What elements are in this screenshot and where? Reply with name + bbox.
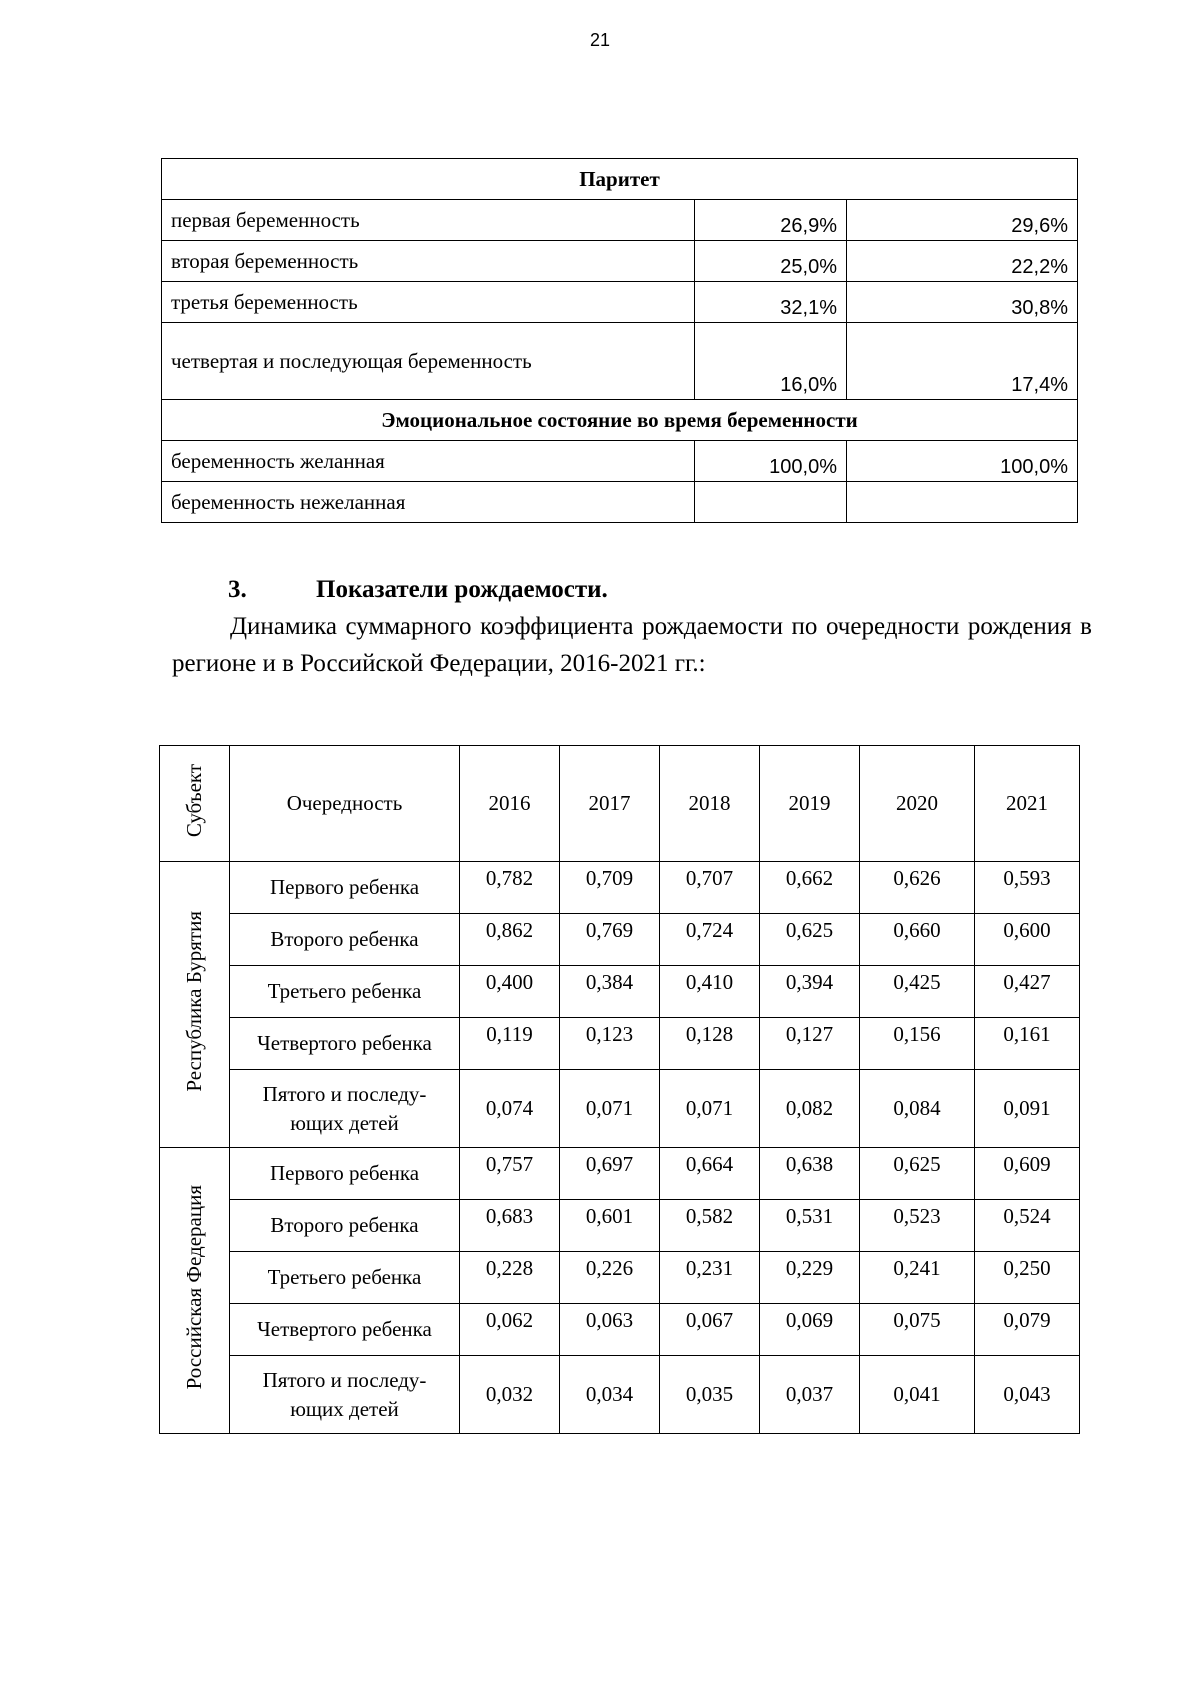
value-cell: 0,091 [975, 1070, 1080, 1148]
value-cell: 0,161 [975, 1018, 1080, 1070]
value-cell: 0,724 [660, 914, 760, 966]
row-label: третья беременность [162, 282, 695, 323]
value-cell: 0,071 [660, 1070, 760, 1148]
fertility-table [159, 745, 1080, 1434]
row-label: вторая беременность [162, 241, 695, 282]
value-cell: 0,582 [660, 1200, 760, 1252]
value-cell [695, 482, 847, 523]
table-row [162, 441, 1078, 482]
value-cell: 0,782 [460, 862, 560, 914]
value-cell: 0,123 [560, 1018, 660, 1070]
section-header: Паритет [162, 159, 1078, 200]
value-cell: 0,034 [560, 1356, 660, 1434]
value-cell: 29,6% [847, 200, 1078, 241]
row-label: беременность желанная [162, 441, 695, 482]
table-row [162, 200, 1078, 241]
value-cell: 0,074 [460, 1070, 560, 1148]
value-cell: 25,0% [695, 241, 847, 282]
value-cell: 0,035 [660, 1356, 760, 1434]
page-number: 21 [589, 30, 611, 50]
table-row [160, 1018, 1080, 1070]
year-header: 2018 [660, 746, 760, 862]
table-row [162, 241, 1078, 282]
year-header: 2019 [760, 746, 860, 862]
value-cell: 17,4% [847, 323, 1078, 400]
value-cell: 0,063 [560, 1304, 660, 1356]
order-cell: Третьего ребенка [230, 1252, 460, 1304]
row-label: первая беременность [162, 200, 695, 241]
value-cell: 0,531 [760, 1200, 860, 1252]
value-cell: 0,128 [660, 1018, 760, 1070]
value-cell: 0,229 [760, 1252, 860, 1304]
value-cell: 0,638 [760, 1148, 860, 1200]
order-cell: Четвертого ребенка [230, 1018, 460, 1070]
value-cell: 0,231 [660, 1252, 760, 1304]
table-row [162, 482, 1078, 523]
subject-header-label: Субъект [182, 763, 206, 838]
value-cell: 0,082 [760, 1070, 860, 1148]
value-cell: 0,079 [975, 1304, 1080, 1356]
value-cell: 0,662 [760, 862, 860, 914]
table-row [160, 1070, 1080, 1148]
section-heading [228, 576, 608, 604]
table-row [162, 282, 1078, 323]
value-cell: 0,523 [860, 1200, 975, 1252]
value-cell: 0,394 [760, 966, 860, 1018]
order-cell: Первого ребенка [230, 1148, 460, 1200]
table-row [160, 966, 1080, 1018]
order-cell: Третьего ребенка [230, 966, 460, 1018]
value-cell: 0,241 [860, 1252, 975, 1304]
value-cell: 0,769 [560, 914, 660, 966]
value-cell: 0,709 [560, 862, 660, 914]
subject-label: Республика Бурятия [182, 911, 206, 1092]
value-cell: 26,9% [695, 200, 847, 241]
order-cell: Пятого и последу- ющих детей [230, 1356, 460, 1434]
value-cell: 0,593 [975, 862, 1080, 914]
value-cell: 0,625 [760, 914, 860, 966]
section-header-row [162, 400, 1078, 441]
value-cell: 0,664 [660, 1148, 760, 1200]
subject-cell [160, 1148, 230, 1434]
table-row [160, 1356, 1080, 1434]
value-cell: 0,601 [560, 1200, 660, 1252]
value-cell: 30,8% [847, 282, 1078, 323]
subject-label: Российская Федерация [182, 1185, 206, 1390]
table-row [160, 1148, 1080, 1200]
value-cell: 0,524 [975, 1200, 1080, 1252]
value-cell: 0,043 [975, 1356, 1080, 1434]
order-cell: Пятого и последу- ющих детей [230, 1070, 460, 1148]
table-row [160, 862, 1080, 914]
table-row [160, 1200, 1080, 1252]
value-cell: 0,037 [760, 1356, 860, 1434]
order-cell: Первого ребенка [230, 862, 460, 914]
subject-cell [160, 862, 230, 1148]
row-label: беременность нежеланная [162, 482, 695, 523]
value-cell: 0,032 [460, 1356, 560, 1434]
order-header: Очередность [230, 746, 460, 862]
value-cell: 0,600 [975, 914, 1080, 966]
value-cell: 0,084 [860, 1070, 975, 1148]
order-cell: Четвертого ребенка [230, 1304, 460, 1356]
value-cell: 100,0% [695, 441, 847, 482]
value-cell: 0,069 [760, 1304, 860, 1356]
section-title: Показатели рождаемости. [316, 576, 608, 603]
value-cell: 0,427 [975, 966, 1080, 1018]
row-label: четвертая и последующая беременность [162, 323, 695, 400]
value-cell: 0,119 [460, 1018, 560, 1070]
value-cell: 0,250 [975, 1252, 1080, 1304]
value-cell: 0,041 [860, 1356, 975, 1434]
section-header-row [162, 159, 1078, 200]
year-header: 2017 [560, 746, 660, 862]
value-cell: 100,0% [847, 441, 1078, 482]
section-header: Эмоциональное состояние во время беременности [162, 400, 1078, 441]
value-cell: 0,697 [560, 1148, 660, 1200]
year-header: 2016 [460, 746, 560, 862]
value-cell [847, 482, 1078, 523]
value-cell: 0,757 [460, 1148, 560, 1200]
value-cell: 0,127 [760, 1018, 860, 1070]
value-cell: 32,1% [695, 282, 847, 323]
value-cell: 0,400 [460, 966, 560, 1018]
table-row [160, 1304, 1080, 1356]
table-row [160, 1252, 1080, 1304]
value-cell: 16,0% [695, 323, 847, 400]
value-cell: 0,707 [660, 862, 760, 914]
header-row [160, 746, 1080, 862]
year-header: 2020 [860, 746, 975, 862]
value-cell: 0,075 [860, 1304, 975, 1356]
value-cell: 0,067 [660, 1304, 760, 1356]
value-cell: 0,862 [460, 914, 560, 966]
value-cell: 0,071 [560, 1070, 660, 1148]
value-cell: 0,625 [860, 1148, 975, 1200]
intro-paragraph: Динамика суммарного коэффициента рождаемости по очередности рождения в регионе и в Российской Федерации, 2016-2021 гг.: [172, 613, 1092, 677]
value-cell: 0,683 [460, 1200, 560, 1252]
value-cell: 0,226 [560, 1252, 660, 1304]
value-cell: 0,410 [660, 966, 760, 1018]
section-number: 3. [228, 576, 247, 603]
year-header: 2021 [975, 746, 1080, 862]
value-cell: 0,384 [560, 966, 660, 1018]
order-cell: Второго ребенка [230, 914, 460, 966]
value-cell: 0,228 [460, 1252, 560, 1304]
subject-header [160, 746, 230, 862]
value-cell: 0,609 [975, 1148, 1080, 1200]
value-cell: 0,062 [460, 1304, 560, 1356]
table-row [162, 323, 1078, 400]
value-cell: 0,660 [860, 914, 975, 966]
value-cell: 0,626 [860, 862, 975, 914]
value-cell: 0,156 [860, 1018, 975, 1070]
value-cell: 22,2% [847, 241, 1078, 282]
parity-table [161, 158, 1078, 523]
table-row [160, 914, 1080, 966]
order-cell: Второго ребенка [230, 1200, 460, 1252]
value-cell: 0,425 [860, 966, 975, 1018]
